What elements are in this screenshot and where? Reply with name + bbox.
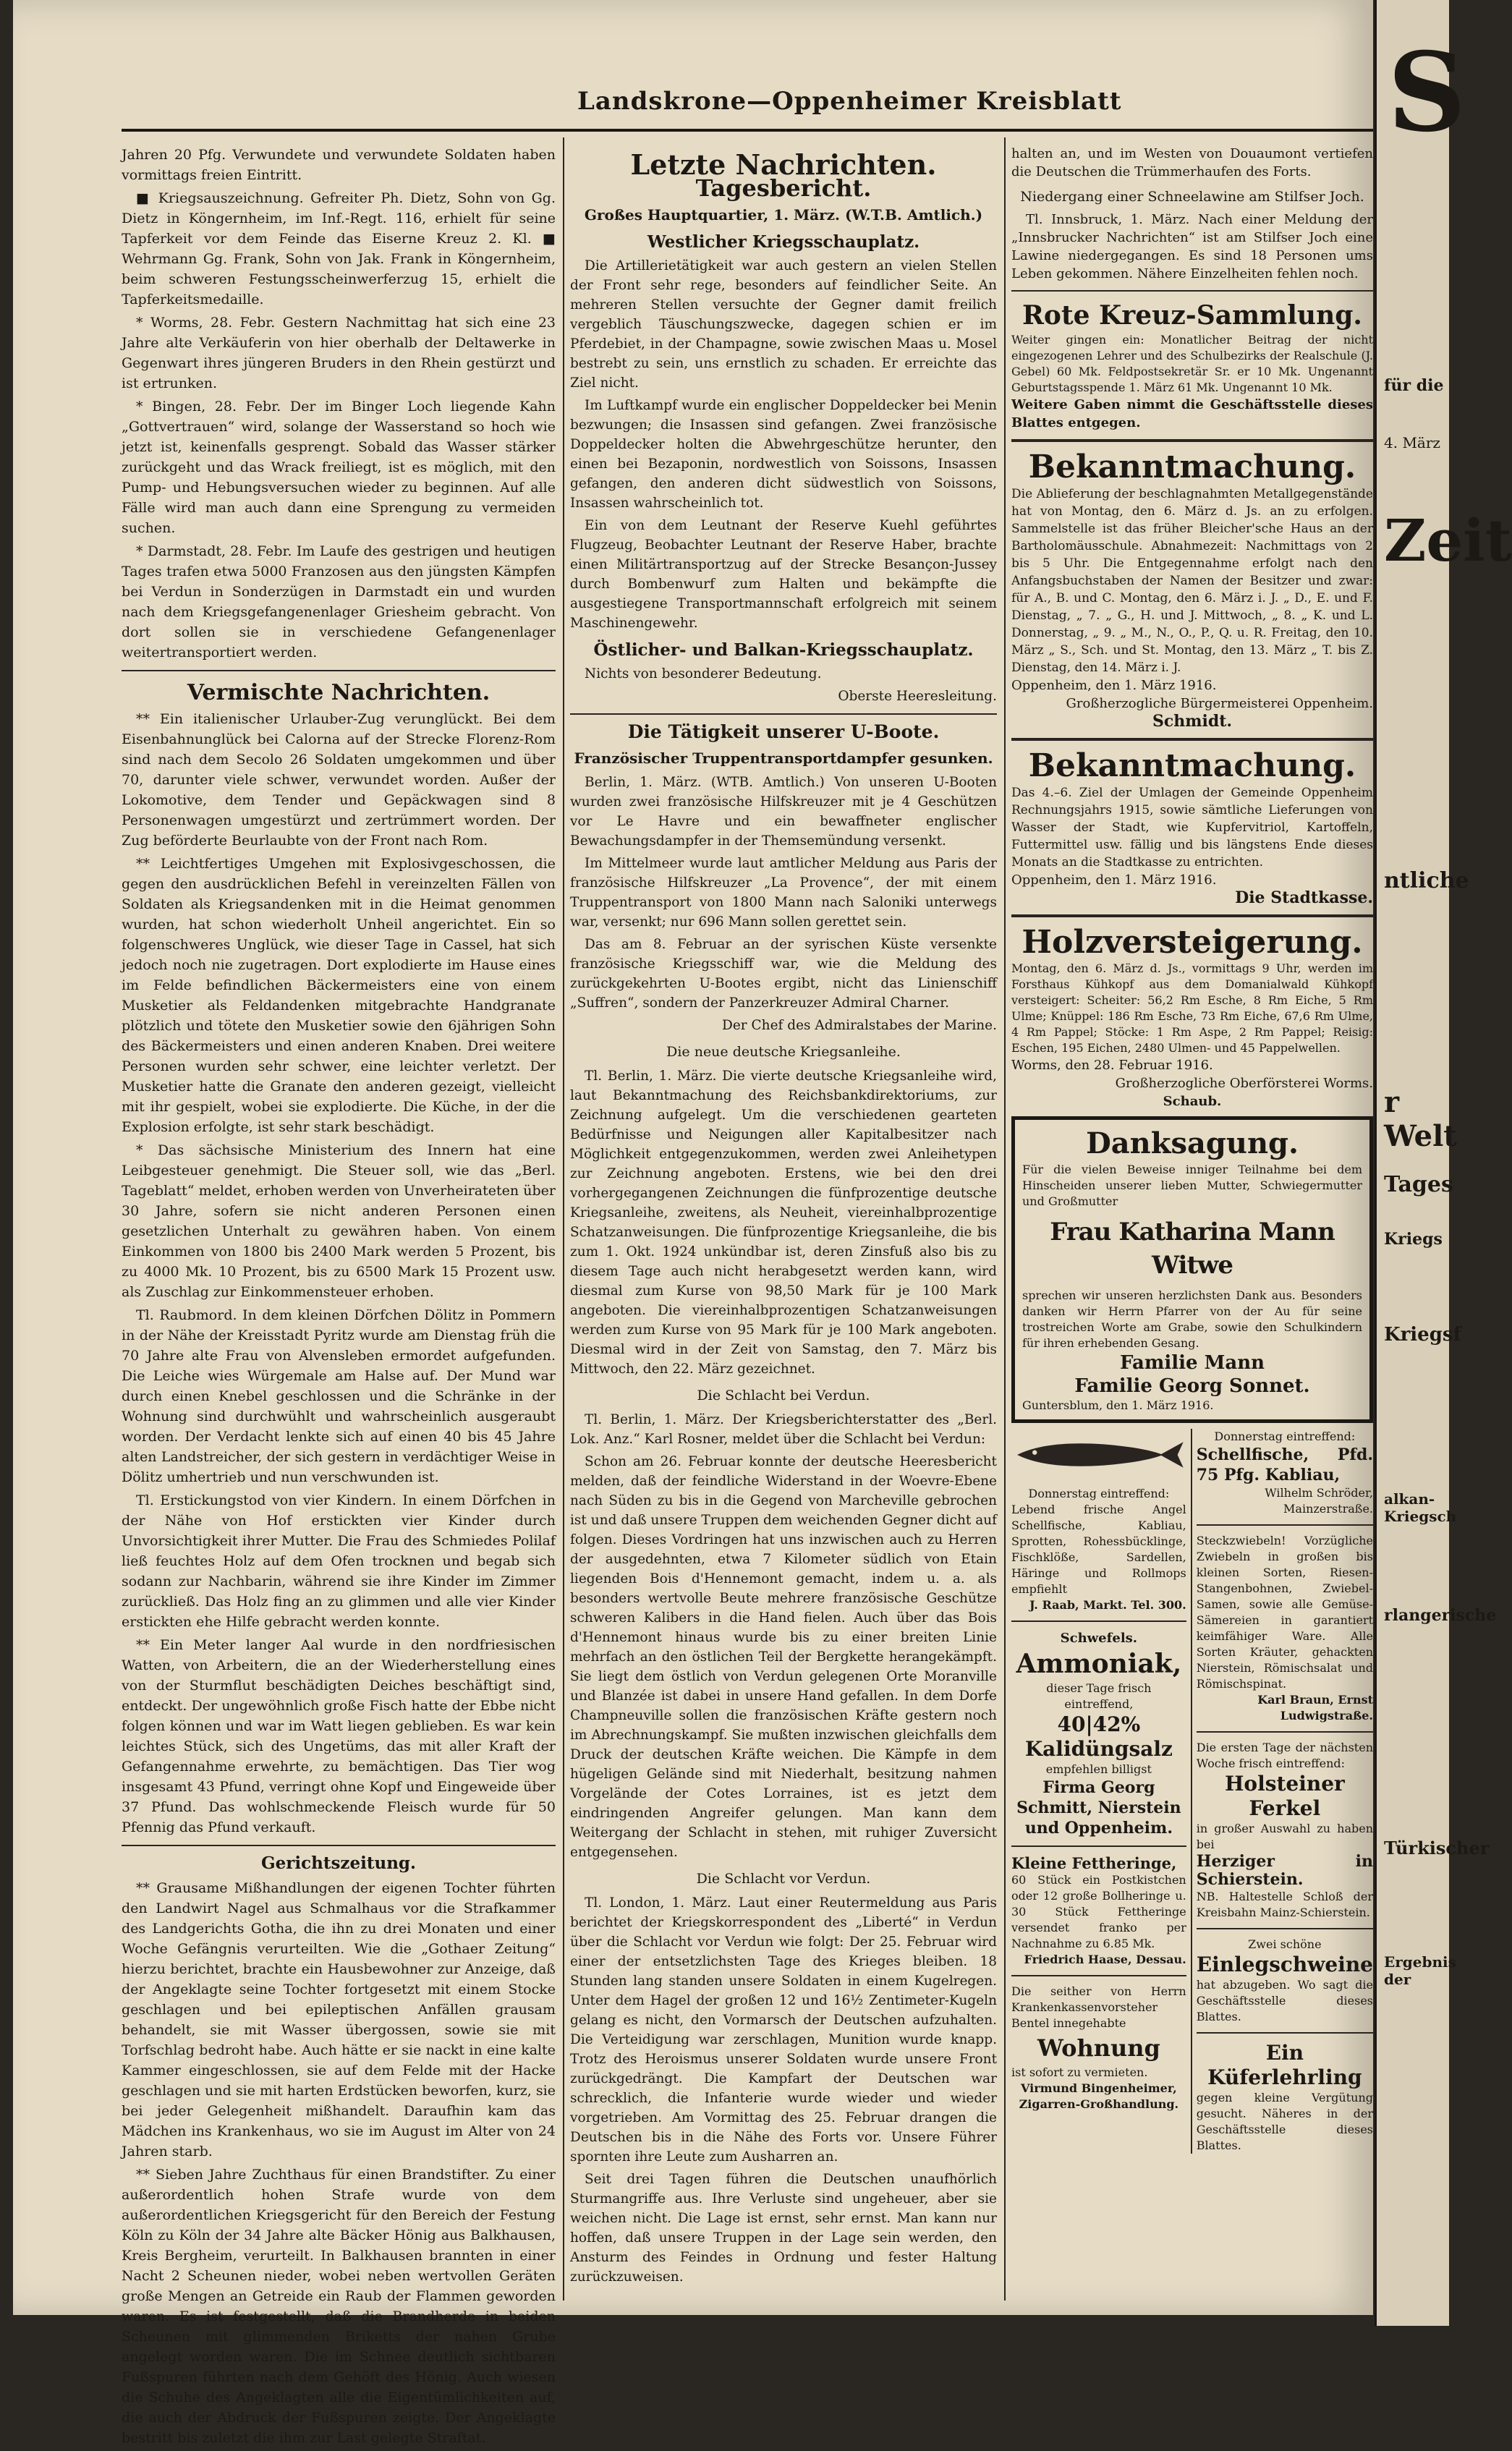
- subheading: Tagesbericht.: [695, 174, 872, 202]
- paragraph: ** Ein Meter langer Aal wurde in den nordfriesischen Watten, von Arbeitern, die an der Wiederherstellung eines von der Sturmflut beschädigten Deiches beschäftigt sind, entdeckt. Der ungewöhnlich große Fisch hatte der Ebbe nicht folgen können und war im Watt liegen geblieben. Es war kein leichtes Stück, sich des Ungetüms, das mit aller Kraft der Gefangennahme erwehrte, zu bemächtigen. Das Tier wog insgesamt 43 Pfund, verringt ohne Kopf und Eingeweide über 37 Pfund. Das wohlschmeckende Fleisch wurde für 50 Pfennig das Pfund verkauft.: [122, 1637, 556, 1835]
- paragraph: Tl. Erstickungstod von vier Kindern. In einem Dörfchen in der Nähe von Hof erstickten vier Kinder durch Unvorsichtigkeit ihrer Mutter. Die Frau des Schmiedes Polilaf ließ feuchtes Holz auf dem Ofen trocknen und begab sich sodann zur Nachbarin, während sie ihre Kinder im Zimmer zurückließ. Das Holz fing an zu glimmen und alle vier Kinder erstickten ehe Hilfe gebracht werden konnte.: [122, 1492, 556, 1630]
- ad-date: Worms, den 28. Februar 1916.: [1011, 1058, 1213, 1073]
- paragraph: Nichts von besonderer Bedeutung.: [585, 666, 822, 681]
- edge-text: Tages: [1384, 1172, 1453, 1197]
- edge-text: Kriegs: [1384, 1230, 1443, 1249]
- column-2: [570, 145, 997, 2290]
- paragraph: Die Artillerietätigkeit war auch gestern an vielen Stellen der Front sehr rege, besonders auf feindlicher Seite. An mehreren Stellen versuchte der Gegner damit freilich vergeblich Täuschungszwecke, dagegen schien er im Pferdebiet, in der Champagne, sowie zwischen Maas u. Mosel bestrebt zu sein, uns ernstlich zu schaden. Er erreichte das Ziel nicht.: [570, 258, 997, 391]
- column-rule-1: [563, 137, 564, 2301]
- ad-text: in großer Auswahl zu haben bei: [1196, 1822, 1373, 1851]
- masthead-rule: [122, 129, 1373, 132]
- divider: [1197, 1731, 1373, 1733]
- paragraph: Das am 8. Februar an der syrischen Küste versenkte französische Kriegsschiff war, wie die Meldung des zurückgekehrten U-Bootes ergibt, nicht das Linienschiff „Suffren“, sondern der Panzerkreuzer Admiral Charner.: [570, 937, 997, 1011]
- paragraph: Im Mittelmeer wurde laut amtlicher Meldung aus Paris der französische Hilfskreuzer „La Provence“, der mit einem Truppentransport von 1800 Mann nach Saloniki unterwegs war, versenkt; nur 696 Mann sollen gerettet sein.: [570, 856, 997, 930]
- ad-title: Ein Küferlehrling: [1207, 2041, 1362, 2089]
- ad-signature: Virmund Bingenheimer, Zigarren-Großhandlung.: [1019, 2081, 1179, 2111]
- paragraph: ** Leichtfertiges Umgehen mit Explosivgeschossen, die gegen den ausdrücklichen Befehl in vereinzelten Fällen von Soldaten als Kriegsandenken mit in die Heimat genommen wurden, hat schon wiederholt Unheil angerichtet. Ein so folgenschweres Unglück, wie dieser Tage in Cassel, hat sich jedoch noch nie zugetragen. Dort explodierte im Hause eines im Felde befindlichen Bäckermeisters eine von einem Musketier als Feldandenken mitgebrachte Handgranate plötzlich und tötete den Musketier sowie den 6jährigen Sohn des Bäckermeisters und einen anderen Knaben. Drei weitere Personen wurden sehr schwer, eine leichter verletzt. Der Musketier hatte die Granate den anderen gezeigt, vielleicht mit ihr gespielt, wobei sie explodierte. Die Küche, in der die Explosion erfolgte, ist sehr stark beschädigt.: [122, 856, 556, 1135]
- ad-text: Donnerstag eintreffend:: [1214, 1430, 1356, 1443]
- ad-title: Rote Kreuz-Sammlung.: [1022, 300, 1362, 331]
- section-heading: Vermischte Nachrichten.: [187, 680, 490, 705]
- notice-metal: [1011, 449, 1373, 731]
- paragraph: * Bingen, 28. Febr. Der im Binger Loch liegende Kahn „Gottvertrauen“ wird, solange der Wasserstand so hoch wie jetzt ist, keinenfalls gesprengt. Sobald das Wasser stärker zurückgeht und das Wrack freiliegt, ist es möglich, mit den Pump- und Hebungsversuchen wieder zu beginnen. Auf alle Fälle wird man auch dann eine Sprengung zu vermeiden suchen.: [122, 399, 556, 536]
- paragraph: Tl. London, 1. März. Laut einer Reutermeldung aus Paris berichtet der Kriegskorrespondent des „Liberté“ in Verdun über die Schlacht vor Verdun wie folgt: Der 25. Februar wird einer der entsetzlichsten Tage des Krieges bleiben. 18 Stunden lang standen unsere Soldaten in einem Kugelregen. Unter dem Hagel der großen 12 und 16½ Zentimeter-Kugeln gelang es nicht, den Vormarsch der Deutschen aufzuhalten. Die Verteidigung war zerschlagen, Munition wurde knapp. Trotz des Heroismus unserer Soldaten wurde unsere Front zurückgedrängt. Die Kampfart der Deutschen war schrecklich, die Infanterie wurde wieder und wieder vorgetrieben. Am Vormittag des 25. Februar drangen die Deutschen bis in die Nähe des Forts vor. Unsere Führer spornten ihre Leute zum Ausharren an.: [570, 1895, 997, 2165]
- edge-text: Ergebnis der: [1384, 1953, 1456, 1988]
- ad-title: Ammoniak,: [1016, 1649, 1182, 1679]
- divider: [1197, 2032, 1373, 2034]
- ad-title: Schellfische, Pfd. 75 Pfg. Kabliau,: [1196, 1445, 1373, 1484]
- edge-text: r Welt: [1384, 1085, 1457, 1153]
- subheading: Französischer Truppentransportdampfer gesunken.: [574, 749, 993, 767]
- ad-signature: Schmidt.: [1152, 712, 1233, 731]
- ad-text: Die Ablieferung der beschlagnahmten Metallgegenstände hat von Montag, den 6. März d. Js. an zu erfolgen. Sammelstelle ist das früher Bleicher'sche Haus an der Bartholomäusschule. Abnahmezeit: Nachmittags von 2 bis 5 Uhr. Die Entgegennahme erfolgt nach den Anfangsbuchstaben der Namen der Besitzer und zwar: für A., B. und C. Montag, den 6. März i. J. „ D., E. und F. Dienstag, „ 7. „ G., H. und J. Mittwoch, „ 8. „ K. und L. Donnerstag, „ 9. „ M., N., O., P., Q. u. R. Freitag, den 10. März „ S., Sch. und St. Montag, den 13. März „ T. bis Z. Dienstag, den 14. März i. J.: [1011, 487, 1373, 675]
- section-heading: Gerichtszeitung.: [260, 1853, 417, 1873]
- paragraph: Schon am 26. Februar konnte der deutsche Heeresbericht melden, daß der feindliche Widerstand in der Woevre-Ebene nach Süden zu bis in die Gegend von Marcheville gebrochen ist und daß unsere Truppen dem weichenden Gegner dicht auf folgen. Dieses Vordringen hat uns inzwischen auch zu Herren der ausgedehnten, etwa 7 Kilometer südlich von Etain liegenden Bois d'Hennemont gemacht, indem u. a. als besonders wertvolle Beute mehrere französische Geschütze schweren Kalibers in die Hand fielen. Auch über das Bois d'Hennemont hinaus wurde bis zu einer breiten Linie mehrfach an den östlichen Teil der Bergkette herangekämpft. Sie liegt dem östlich von Verdun gelegenen Orte Moranville und Blanzée ist dabei in unsere Hand gefallen. In dem Dorfe Champneuville sollen die französischen Kräfte gestern noch im Abrechnungskampf. Sie mußten inzwischen gleichfalls dem Druck der deutschen Kräfte weichen. Die Kämpfe in dem hügeligen Gelände sind mit Niederhalt, besitzung nahmen Vorgelände der Cotes Lorraines, ist es jetzt dem eindringenden Angreifer gelungen. Man kann dem Weitergang der Schlacht in stehen, mit ruhiger Zuversicht entgegensehen.: [570, 1454, 997, 1860]
- divider: [570, 713, 997, 715]
- ad-text: Steckzwiebeln! Vorzügliche Zwiebeln in großen bis kleinen Sorten, Riesen-Stangenbohnen, Zwiebel-Samen, sowie alle Gemüse-Sämereien in garantiert keimfähiger Ware. Alle Sorten Kräuter, gehackten Nierstein, Römischsalat und Römischspinat.: [1196, 1534, 1373, 1691]
- large-letter: S: [1388, 29, 1466, 156]
- divider: [1011, 290, 1373, 292]
- ad-text: ist sofort zu vermieten.: [1011, 2065, 1148, 2079]
- paragraph: Tl. Innsbruck, 1. März. Nach einer Meldung der „Innsbrucker Nachrichten“ ist am Stilfser Joch eine Lawine niedergegangen. Es sind 18 Personen ums Leben gekommen. Nähere Einzelheiten fehlen noch.: [1011, 212, 1373, 281]
- ad-text: Die ersten Tage der nächsten Woche frisch eintreffend:: [1196, 1741, 1373, 1770]
- paragraph: Tl. Berlin, 1. März. Die vierte deutsche Kriegsanleihe wird, laut Bekanntmachung des Reichsbankdirektoriums, zur Zeichnung aufgelegt. Um die verschiedenen gearteten Bedürfnisse und Neigungen aller Kapitalbesitzer nach Möglichkeit entgegenzukommen, werden zwei Anleihetypen zur Zeichnung angeboten. Erstens, wie bei den drei vorhergegangenen Zeichnungen die fünfprozentige deutsche Kriegsanleihe, zweitens, als Neuheit, viereinhalbprozentige Schatzanweisungen. Die fünfprozentige Kriegsanleihe, die bis zum 1. Okt. 1924 unkündbar ist, deren Zinsfuß also bis zu diesem Tage auch nicht herabgesetzt werden kann, wird diesmal zum Kurse von 98,50 Mark für je 100 Mark angeboten. Die viereinhalbprozentigen Schatzanweisungen werden zum Kurse von 95 Mark für je 100 Mark angeboten. Diesmal wird in der Zeit von Samstag, den 7. März bis Mittwoch, den 22. März gezeichnet.: [570, 1069, 997, 1377]
- adjacent-page-edge: [1375, 0, 1512, 2326]
- paragraph: Im Luftkampf wurde ein englischer Doppeldecker bei Menin bezwungen; die Insassen sind gefangen. Zwei französische Doppeldecker holten die Abwehrgeschütze herunter, den einen bei Bezaponin, nordwestlich von Soissons, Insassen gefangen, den anderen dicht südwestlich von Soissons, Insassen wahrscheinlich tot.: [570, 398, 997, 511]
- section-heading: Letzte Nachrichten.: [630, 148, 937, 181]
- ad-date: Guntersblum, den 1. März 1916.: [1022, 1398, 1214, 1412]
- ad-text: sprechen wir unseren herzlichsten Dank aus. Besonders danken wir Herrn Pfarrer von der Au für seine trostreichen Worte am Grabe, sowie den Schulkindern für ihren erhebenden Gesang.: [1022, 1288, 1362, 1350]
- ad-text: Weitere Gaben nimmt die Geschäftsstelle dieses Blattes entgegen.: [1011, 397, 1373, 430]
- edge-text: 4. März: [1384, 434, 1440, 451]
- ad-signature: Großherzogliche Bürgermeisterei Oppenheim.: [1066, 696, 1373, 711]
- divider: [1197, 1928, 1373, 1929]
- subheading: Niedergang einer Schneelawine am Stilfser Joch.: [1020, 189, 1364, 205]
- divider: [1011, 439, 1373, 442]
- edge-text: Türkischer: [1384, 1838, 1490, 1859]
- ad-thanks: [1011, 1116, 1373, 1423]
- ad-signature: Firma Georg Schmitt, Nierstein und Oppenheim.: [1016, 1778, 1181, 1838]
- family-name: Familie Mann: [1119, 1352, 1265, 1374]
- ad-text: Weiter gingen ein: Monatlicher Beitrag der nicht eingezogenen Lehrer und des Schulbezirks der Realschule (J. Gebel) 60 Mk. Feldpostsekretär Sr. er 10 Mk. Ungenannt Geburtstagsspende 1. März 61 Mk. Ungenannt 10 Mk.: [1011, 333, 1373, 394]
- notice-wood-auction: [1011, 925, 1373, 1110]
- ad-date: Oppenheim, den 1. März 1916.: [1011, 872, 1217, 888]
- edge-text: Kriegsf: [1384, 1324, 1461, 1346]
- ad-signature: Wilhelm Schröder, Mainzerstraße.: [1265, 1486, 1373, 1516]
- dateline: Großes Hauptquartier, 1. März. (W.T.B. Amtlich.): [584, 206, 983, 224]
- column-rule-2: [1004, 137, 1006, 2301]
- divider: [1011, 1845, 1186, 1847]
- ad-title: Holsteiner Ferkel: [1224, 1772, 1345, 1820]
- ad-text: dieser Tage frisch eintreffend,: [1046, 1681, 1152, 1711]
- newspaper-page: [13, 0, 1373, 2446]
- section-heading: Die Tätigkeit unserer U-Boote.: [627, 721, 940, 742]
- paragraph: * Worms, 28. Febr. Gestern Nachmittag hat sich eine 23 Jahre alte Verkäuferin von hier oberhalb der Deltawerke in Gegenwart ihres jüngeren Bruders in den Rhein gestürzt und ist ertrunken.: [122, 315, 556, 391]
- ad-text: 60 Stück ein Postkistchen oder 12 große Bollheringe u. 30 Stück Fettheringe versendet franko per Nachnahme zu 6.85 Mk.: [1011, 1873, 1186, 1950]
- ad-text: gegen kleine Vergütung gesucht. Näheres in der Geschäftsstelle dieses Blattes.: [1196, 2091, 1373, 2152]
- subheading: Die neue deutsche Kriegsanleihe.: [666, 1044, 901, 1060]
- small-ads-left: [1011, 1429, 1192, 2154]
- family-name: Familie Georg Sonnet.: [1074, 1375, 1310, 1397]
- ad-title: Bekanntmachung.: [1028, 747, 1356, 784]
- edge-text: für die: [1384, 376, 1444, 395]
- subheading: Die Schlacht bei Verdun.: [697, 1388, 870, 1403]
- edge-text: Zeit: [1384, 506, 1512, 574]
- column-1: [122, 145, 556, 2451]
- ad-text: Die seither von Herrn Krankenkassenvorsteher Bentel innegehabte: [1011, 1984, 1186, 2030]
- paragraph: * Das sächsische Ministerium des Innern hat eine Leibgesteuer genehmigt. Die Steuer soll, wie das „Berl. Tageblatt“ meldet, erhoben werden von Unverheirateten über 30 Jahre, sofern sie nicht anderen Personen einen gesetzlichen Unterhalt zu gewähren haben. Von einem Einkommen von 1800 bis 2400 Mark werden 5 Prozent, bis zu 4000 Mk. 10 Prozent, bis zu 6500 Mark 15 Prozent usw. als Zuschlag zur Einkommensteuer erhoben.: [122, 1142, 556, 1300]
- ad-title: Bekanntmachung.: [1028, 449, 1356, 485]
- ad-title: Wohnung: [1037, 2034, 1160, 2062]
- divider: [122, 1845, 556, 1846]
- paragraph: Ein von dem Leutnant der Reserve Kuehl geführtes Flugzeug, Beobachter Leutnant der Reserve Haber, brachte einen Militärtransportzug auf der Strecke Besançon-Jussey durch Bombenwurf zum Halten und bekämpfte die ausgestiegene Transportmannschaft erfolgreich mit seinem Maschinengewehr.: [570, 518, 997, 631]
- masthead: Landskrone—Oppenheimer Kreisblatt: [577, 87, 1122, 116]
- ad-title: Danksagung.: [1086, 1126, 1299, 1160]
- paragraph: Seit drei Tagen führen die Deutschen unaufhörlich Sturmangriffe aus. Ihre Verluste sind ungeheuer, aber sie weichen nicht. Die Lage ist ernst, sehr ernst. Man kann nur hoffen, daß unsere Truppen in der Lage sein werden, den Ansturm des Feindes in Ordnung und fester Haltung zurückzuweisen.: [570, 2172, 997, 2285]
- subheading: Die Schlacht vor Verdun.: [696, 1871, 871, 1887]
- paragraph: ** Grausame Mißhandlungen der eigenen Tochter führten den Landwirt Nagel aus Schmalhaus vor die Strafkammer des Landgerichts Gotha, die ihn zu drei Monaten und einer Woche Gefängnis verurteilten. Wie die „Gothaer Zeitung“ hierzu berichtet, brachte ein Hausbewohner zur Anzeige, daß der Angeklagte seine Tochter fortgesetzt mit einem Stocke geschlagen und bei epileptischen Anfällen grausam behandelt, sie mit Wasser übergossen, sowie sie mit Torfschlag bedroht habe. Auch hätte er sie nackt in eine kalte Kammer eingeschlossen, sie auf dem Felde mit der Hacke geschlagen und sie mit harten Erdstücken beworfen, kurz, sie bei jeder Gelegenheit mißhandelt. Daraufhin kam das Mädchen ins Krankenhaus, wo sie im August im Alter von 24 Jahren starb.: [122, 1880, 556, 2159]
- ad-signature: Herziger in Schierstein.: [1196, 1852, 1373, 1889]
- ad-text: Für die vielen Beweise inniger Teilnahme bei dem Hinscheiden unserer lieben Mutter, Schwiegermutter und Großmutter: [1022, 1163, 1362, 1208]
- ad-signature: Friedrich Haase, Dessau.: [1024, 1953, 1186, 1966]
- edge-text: rlangerische: [1384, 1606, 1497, 1625]
- ad-title: 40|42% Kalidüngsalz: [1024, 1712, 1173, 1761]
- ad-signature: Großherzogliche Oberförsterei Worms.: [1115, 1076, 1373, 1091]
- paragraph: Tl. Raubmord. In dem kleinen Dörfchen Dölitz in Pommern in der Nähe der Kreisstadt Pyritz wurde am Dienstag früh die 70 Jahre alte Frau von Alvensleben ermordet aufgefunden. Die Leiche wies Würgemale am Halse auf. Der Mund war durch einen Knebel geschlossen und die Schränke in der Wohnung sind durchwühlt und wahrscheinlich ausgeraubt worden. Der Verdacht lenkte sich auf einen 40 bis 45 Jahre alten Landstreicher, der sich gestern in verdächtiger Weise in Dölitz umhertrieb und nun verschwunden ist.: [122, 1307, 556, 1485]
- ad-text: Lebend frische Angel Schellfische, Kabliau, Sprotten, Rohessbücklinge, Fischklöße, Sardellen, Häringe und Rollmops empfiehlt: [1011, 1503, 1186, 1596]
- ad-text: Schwefels.: [1060, 1631, 1138, 1646]
- deceased-name: Frau Katharina Mann Witwe: [1050, 1218, 1335, 1280]
- paragraph: Berlin, 1. März. (WTB. Amtlich.) Von unseren U-Booten wurden zwei französische Hilfskreuzer mit je 4 Geschützen vor Le Havre und ein bewaffneter englischer Bewachungsdampfer in der Themsemündung versenkt.: [570, 775, 997, 849]
- paragraph: Tl. Berlin, 1. März. Der Kriegsberichterstatter des „Berl. Lok. Anz.“ Karl Rosner, meldet über die Schlacht bei Verdun:: [570, 1412, 997, 1447]
- small-ads-right: [1197, 1429, 1373, 2154]
- ad-title: Einlegschweine: [1196, 1953, 1373, 1976]
- ad-text: Zwei schöne: [1248, 1937, 1322, 1951]
- edge-text: ntliche: [1384, 868, 1469, 893]
- notice-taxes: [1011, 748, 1373, 907]
- signature: Der Chef des Admiralstabes der Marine.: [722, 1018, 997, 1033]
- ad-text: Das 4.–6. Ziel der Umlagen der Gemeinde Oppenheim Rechnungsjahrs 1915, sowie sämtliche Lieferungen von Wasser der Stadt, wie Kupfervitriol, Kartoffeln, Futtermittel usw. fällig und bis längstens Ende dieses Monats an die Stadtkasse zu entrichten.: [1011, 786, 1373, 870]
- ad-date: Oppenheim, den 1. März 1916.: [1011, 678, 1217, 693]
- paragraph: ■ Kriegsauszeichnung. Gefreiter Ph. Dietz, Sohn von Gg. Dietz in Köngernheim, im Inf.-Regt. 116, erhielt für seine Tapferkeit vor dem Feinde das Eiserne Kreuz 2. Kl. ■ Wehrmann Gg. Frank, Sohn von Jak. Frank in Köngernheim, beim schweren Festungsscheinwerferzug 15, erhielt die Tapferkeitsmedaille.: [122, 190, 556, 307]
- fish-icon: [1011, 1433, 1186, 1477]
- ad-signature: Karl Braun, Ernst Ludwigstraße.: [1257, 1693, 1373, 1723]
- edge-text: alkan-Kriegsch: [1384, 1490, 1457, 1525]
- paragraph: Jahren 20 Pfg. Verwundete und verwundete Soldaten haben vormittags freien Eintritt.: [122, 147, 556, 183]
- signature: Oberste Heeresleitung.: [838, 689, 997, 704]
- paragraph: halten an, und im Westen von Douaumont vertiefen die Deutschen die Trümmerhaufen des Forts.: [1011, 146, 1373, 179]
- ad-signature: Die Stadtkasse.: [1235, 888, 1373, 907]
- ad-text: empfehlen billigst: [1045, 1762, 1152, 1776]
- paragraph: ** Ein italienischer Urlauber-Zug verunglückt. Bei dem Eisenbahnunglück bei Calorna auf der Strecke Florenz-Rom sind nach dem Secolo 26 Soldaten umgekommen und über 70, darunter viele schwer, verwundet worden. Außer der Lokomotive, dem Tender und Gepäckwagen sind 8 Personenwagen umgestürzt und zertrümmert worden. Der Zug beförderte Beurlaubte von der Front nach Rom.: [122, 711, 556, 849]
- ad-signature: Schaub.: [1163, 1094, 1222, 1109]
- ad-text: hat abzugeben. Wo sagt die Geschäftsstelle dieses Blattes.: [1196, 1978, 1373, 2023]
- ad-text: NB. Haltestelle Schloß der Kreisbahn Mainz-Schierstein.: [1196, 1890, 1373, 1919]
- paragraph: ** Sieben Jahre Zuchthaus für einen Brandstifter. Zu einer außerordentlich hohen Strafe wurde von dem außerordentlichen Kriegsgericht für den Bereich der Festung Köln zu Köln der 34 Jahre alte Bäcker Hönig aus Balkhausen, Kreis Bergheim, verurteilt. In Balkhausen brannten in einer Nacht 2 Scheunen nieder, wobei neben wertvollen Geräten große Mengen an Getreide ein Raub der Flammen geworden waren. Es ist festgestellt, daß die Brandherde in beiden Scheunen mit glimmenden Briketts der nahen Grube angelegt worden waren. Die im Schnee deutlich sichtbaren Fußspuren führten nach dem Gehöft des Hönig. Auch wiesen die Schuhe des Angeklagten alle die Eigentümlichkeiten auf, die auch der Abdruck der Fußspuren zeigte. Der Angeklagte bestritt bis zuletzt die ihm zur Last gelegte Straftat.: [122, 2167, 556, 2446]
- subheading: Westlicher Kriegsschauplatz.: [647, 232, 920, 252]
- ad-title: Holzversteigerung.: [1022, 924, 1363, 961]
- divider: [1011, 1620, 1186, 1622]
- subheading: Östlicher- und Balkan-Kriegsschauplatz.: [593, 640, 974, 660]
- ad-text: Donnerstag eintreffend:: [1028, 1487, 1170, 1500]
- divider: [1197, 1524, 1373, 1526]
- ad-signature: J. Raab, Markt. Tel. 300.: [1029, 1598, 1186, 1612]
- divider: [1011, 914, 1373, 917]
- small-ads: [1011, 1429, 1373, 2154]
- ad-text: Montag, den 6. März d. Js., vormittags 9 Uhr, werden im Forsthaus Kühkopf aus dem Domanialwald Kühkopf versteigert: Scheiter: 56,2 Rm Esche, 8 Rm Eiche, 5 Rm Ulme; Knüppel: 186 Rm Esche, 73 Rm Eiche, 67,6 Rm Ulme, 4 Rm Pappel; Stöcke: 1 Rm Aspe, 2 Rm Pappel; Reisig: Eschen, 195 Eichen, 2480 Ulmen- und 45 Pappelwellen.: [1011, 961, 1373, 1055]
- ad-title: Kleine Fettheringe,: [1011, 1854, 1177, 1872]
- divider: [122, 670, 556, 671]
- column-3: [1011, 145, 1373, 2154]
- paragraph: * Darmstadt, 28. Febr. Im Laufe des gestrigen und heutigen Tages trafen etwa 5000 Franzosen aus den jüngsten Kämpfen bei Verdun in Sonderzügen in Darmstadt ein und wurden nach dem Kriegsgefangenenlager Griesheim gebracht. Von dort sollen sie in verschiedene Gefangenenlager weitertransportiert werden.: [122, 543, 556, 660]
- divider: [1011, 738, 1373, 741]
- divider: [1011, 1975, 1186, 1976]
